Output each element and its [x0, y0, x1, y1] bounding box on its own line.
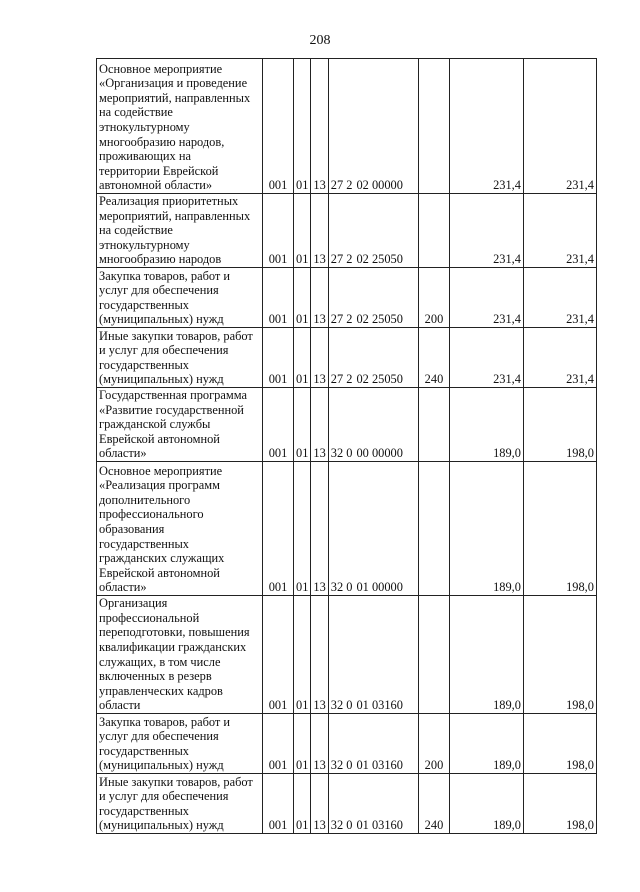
amount-year-1-text: 231,4	[493, 312, 521, 327]
ministry-code-text: 001	[268, 372, 288, 387]
expense-type-code	[418, 462, 449, 596]
ministry-code	[263, 59, 294, 194]
ministry-code	[263, 714, 294, 774]
row-description-text: Иные закупки товаров, работ и услуг для обеспечения государственных (муниципальных) нужд	[99, 774, 253, 833]
amount-year-2-text: 231,4	[566, 312, 594, 327]
section-code-text: 01	[296, 372, 309, 387]
amount-year-2-text: 198,0	[566, 580, 594, 595]
amount-year-1-text: 231,4	[493, 178, 521, 193]
amount-year-1	[449, 714, 523, 774]
csr-program-text: 32 0	[330, 818, 353, 833]
expense-type-code	[418, 59, 449, 194]
csr-program	[328, 388, 354, 462]
csr-program-text: 32 0	[330, 758, 353, 773]
section-code-text: 01	[296, 312, 309, 327]
ministry-code-text: 001	[268, 178, 288, 193]
row-description-text: Закупка товаров, работ и услуг для обеспечения государственных (муниципальных) нужд	[99, 714, 231, 773]
section-code-text: 01	[296, 252, 309, 267]
amount-year-2	[523, 774, 596, 834]
csr-program	[328, 596, 354, 714]
amount-year-2	[523, 596, 596, 714]
amount-year-1	[449, 268, 523, 328]
subsection-code	[311, 194, 328, 268]
csr-code	[354, 774, 418, 834]
amount-year-2-text: 198,0	[566, 818, 594, 833]
ministry-code	[263, 268, 294, 328]
amount-year-1	[449, 328, 523, 388]
amount-year-1-text: 231,4	[493, 372, 521, 387]
row-description	[97, 596, 263, 714]
table-row	[97, 328, 597, 388]
subsection-code	[311, 268, 328, 328]
section-code	[294, 714, 311, 774]
ministry-code-text: 001	[268, 758, 288, 773]
amount-year-1	[449, 596, 523, 714]
ministry-code-text: 001	[268, 312, 288, 327]
subsection-code	[311, 328, 328, 388]
amount-year-1	[449, 194, 523, 268]
section-code	[294, 59, 311, 194]
subsection-code-text: 13	[313, 312, 326, 327]
amount-year-1-text: 189,0	[493, 446, 521, 461]
section-code-text: 01	[296, 580, 309, 595]
amount-year-2	[523, 714, 596, 774]
ministry-code	[263, 462, 294, 596]
row-description-text: Реализация приоритетных мероприятий, направленных на содействие этнокультурному многообразию народов	[99, 194, 251, 267]
csr-program	[328, 774, 354, 834]
table-row	[97, 596, 597, 714]
expense-type-code	[418, 194, 449, 268]
amount-year-1	[449, 388, 523, 462]
subsection-code	[311, 714, 328, 774]
subsection-code-text: 13	[313, 446, 326, 461]
csr-program-text: 27 2	[330, 372, 353, 387]
row-description	[97, 194, 263, 268]
amount-year-2-text: 198,0	[566, 698, 594, 713]
subsection-code-text: 13	[313, 178, 326, 193]
amount-year-1-text: 231,4	[493, 252, 521, 267]
row-description-text: Основное мероприятие «Организация и проведение мероприятий, направленных на содействие этнокультурному многообразию народов, проживающих на территории Еврейской автономной области»	[99, 61, 251, 193]
subsection-code-text: 13	[313, 698, 326, 713]
amount-year-2	[523, 462, 596, 596]
row-description	[97, 774, 263, 834]
row-description-text: Иные закупки товаров, работ и услуг для обеспечения государственных (муниципальных) нужд	[99, 328, 253, 387]
amount-year-2-text: 231,4	[566, 178, 594, 193]
table-row	[97, 268, 597, 328]
amount-year-1-text: 189,0	[493, 698, 521, 713]
ministry-code	[263, 328, 294, 388]
csr-program	[328, 59, 354, 194]
amount-year-1-text: 189,0	[493, 580, 521, 595]
amount-year-1-text: 189,0	[493, 818, 521, 833]
csr-program-text: 27 2	[330, 312, 353, 327]
subsection-code	[311, 59, 328, 194]
subsection-code-text: 13	[313, 252, 326, 267]
expense-type-code	[418, 714, 449, 774]
expense-type-code	[418, 268, 449, 328]
csr-code-text: 01 00000	[356, 580, 403, 595]
row-description-text: Государственная программа «Развитие государственной гражданской службы Еврейской автономной области»	[99, 388, 247, 461]
csr-code-text: 02 25050	[356, 312, 403, 327]
ministry-code	[263, 596, 294, 714]
expense-type-code	[418, 596, 449, 714]
amount-year-2	[523, 388, 596, 462]
expense-type-code-text: 240	[424, 372, 444, 387]
row-description	[97, 462, 263, 596]
csr-code	[354, 596, 418, 714]
amount-year-1	[449, 774, 523, 834]
csr-code-text: 01 03160	[356, 698, 403, 713]
csr-code	[354, 328, 418, 388]
subsection-code	[311, 774, 328, 834]
table-row	[97, 774, 597, 834]
section-code-text: 01	[296, 446, 309, 461]
row-description	[97, 268, 263, 328]
ministry-code-text: 001	[268, 446, 288, 461]
subsection-code	[311, 388, 328, 462]
csr-code	[354, 59, 418, 194]
amount-year-2	[523, 268, 596, 328]
row-description-text: Основное мероприятие «Реализация программ дополнительного профессионального образования государственных гражданских служащих Еврейской автономной области»	[99, 463, 225, 595]
row-description	[97, 328, 263, 388]
csr-code-text: 02 00000	[356, 178, 403, 193]
expense-type-code	[418, 328, 449, 388]
csr-program	[328, 268, 354, 328]
expense-type-code-text: 240	[424, 818, 444, 833]
row-description-text: Организация профессиональной переподготовки, повышения квалификации гражданских служащих, в том числе включенных в резерв управленческих кадров области	[99, 596, 250, 713]
section-code	[294, 268, 311, 328]
subsection-code-text: 13	[313, 758, 326, 773]
row-description	[97, 59, 263, 194]
amount-year-1-text: 189,0	[493, 758, 521, 773]
subsection-code-text: 13	[313, 372, 326, 387]
ministry-code	[263, 388, 294, 462]
csr-code	[354, 268, 418, 328]
csr-code-text: 02 25050	[356, 372, 403, 387]
csr-program	[328, 194, 354, 268]
row-description-text: Закупка товаров, работ и услуг для обеспечения государственных (муниципальных) нужд	[99, 268, 231, 327]
row-description	[97, 714, 263, 774]
amount-year-1	[449, 59, 523, 194]
section-code	[294, 596, 311, 714]
csr-program	[328, 328, 354, 388]
ministry-code	[263, 194, 294, 268]
expense-type-code	[418, 774, 449, 834]
csr-code-text: 01 03160	[356, 758, 403, 773]
section-code-text: 01	[296, 758, 309, 773]
csr-code	[354, 194, 418, 268]
section-code	[294, 388, 311, 462]
csr-code-text: 01 03160	[356, 818, 403, 833]
expense-type-code-text: 200	[424, 312, 444, 327]
csr-program-text: 27 2	[330, 252, 353, 267]
expense-type-code	[418, 388, 449, 462]
expense-type-code-text: 200	[424, 758, 444, 773]
section-code	[294, 462, 311, 596]
subsection-code	[311, 462, 328, 596]
budget-table	[96, 58, 597, 834]
page-number: 208	[309, 33, 331, 48]
ministry-code-text: 001	[268, 818, 288, 833]
csr-program	[328, 462, 354, 596]
section-code-text: 01	[296, 698, 309, 713]
csr-program-text: 32 0	[330, 698, 353, 713]
csr-code	[354, 714, 418, 774]
table-row	[97, 59, 597, 194]
csr-code	[354, 462, 418, 596]
amount-year-2	[523, 194, 596, 268]
section-code	[294, 328, 311, 388]
csr-program-text: 27 2	[330, 178, 353, 193]
csr-program-text: 32 0	[330, 580, 353, 595]
section-code-text: 01	[296, 818, 309, 833]
csr-program	[328, 714, 354, 774]
ministry-code	[263, 774, 294, 834]
amount-year-2	[523, 328, 596, 388]
subsection-code-text: 13	[313, 580, 326, 595]
ministry-code-text: 001	[268, 698, 288, 713]
csr-code-text: 02 25050	[356, 252, 403, 267]
table-row	[97, 714, 597, 774]
amount-year-2-text: 198,0	[566, 446, 594, 461]
amount-year-2-text: 198,0	[566, 758, 594, 773]
ministry-code-text: 001	[268, 252, 288, 267]
amount-year-2-text: 231,4	[566, 372, 594, 387]
amount-year-2	[523, 59, 596, 194]
section-code-text: 01	[296, 178, 309, 193]
table-row	[97, 388, 597, 462]
section-code	[294, 194, 311, 268]
ministry-code-text: 001	[268, 580, 288, 595]
subsection-code-text: 13	[313, 818, 326, 833]
csr-code	[354, 388, 418, 462]
csr-code-text: 00 00000	[356, 446, 403, 461]
table-row	[97, 462, 597, 596]
table-body	[97, 59, 597, 834]
amount-year-1	[449, 462, 523, 596]
amount-year-2-text: 231,4	[566, 252, 594, 267]
csr-program-text: 32 0	[330, 446, 353, 461]
subsection-code	[311, 596, 328, 714]
row-description	[97, 388, 263, 462]
table-row	[97, 194, 597, 268]
section-code	[294, 774, 311, 834]
